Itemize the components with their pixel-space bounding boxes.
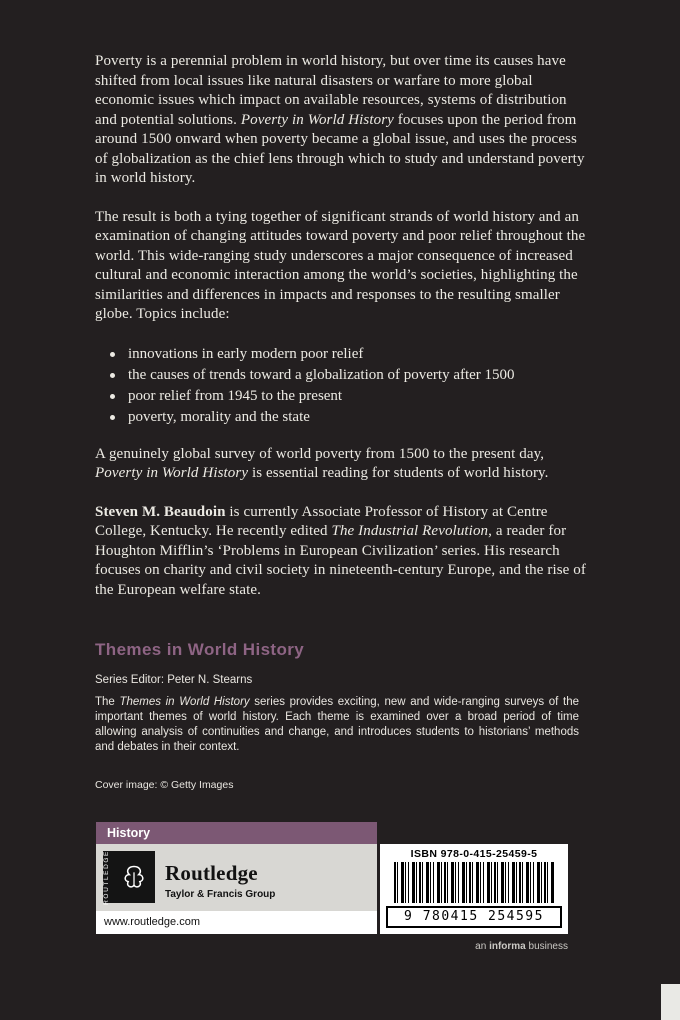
bullet-icon: [110, 373, 115, 378]
routledge-logo-square: [103, 851, 155, 903]
bullet-icon: [110, 394, 115, 399]
publisher-logo-box: [96, 844, 377, 934]
topic-item: [110, 407, 587, 428]
corner-trim: [661, 984, 680, 1020]
publisher-name: Routledge: [165, 861, 258, 885]
publisher-wordmark: [165, 851, 275, 903]
bullet-icon: [110, 352, 115, 357]
topic-text: poor relief from 1945 to the present: [128, 387, 343, 404]
barcode-box: [380, 844, 568, 934]
series-editor: Series Editor: Peter N. Stearns: [95, 674, 253, 686]
author-bio-paragraph: Steven M. Beaudoin is currently Associate Professor of History at Centre College, Kentucky. He recently edited The Industrial Revolution, a reader for Houghton Mifflin’s ‘Problems in European Civilization’ series. His research focuses on charity and civil society in nineteenth-century Europe, and the rise of the European welfare state.: [95, 503, 586, 598]
barcode: [394, 862, 554, 903]
topics-list: [95, 344, 587, 428]
back-cover-text-block: [95, 52, 587, 791]
bullet-icon: [110, 415, 115, 420]
topic-text: the causes of trends toward a globalization of poverty after 1500: [128, 366, 515, 383]
publisher-logo-row: [96, 844, 377, 903]
topic-item: [110, 386, 587, 407]
routledge-vertical-text: ROUTLEDGE: [103, 849, 110, 905]
cover-image-credit: Cover image: © Getty Images: [95, 779, 234, 791]
informa-tagline: an informa business: [475, 941, 568, 952]
series-title: Themes in World History: [95, 640, 305, 659]
category-banner: [96, 822, 377, 844]
synopsis-paragraph-1: Poverty is a perennial problem in world history, but over time its causes have shifted from local issues like natural disasters or warfare to more global economic issues which impact on available resources, systems of distribution and potential solutions. Poverty in World History focuses upon the period from around 1500 onward when poverty became a global issue, and uses the process of globalization as the chief lens through which to study and understand poverty in world history.: [95, 53, 585, 186]
routledge-knot-icon: [112, 863, 155, 891]
ean-digits: 9 780415 254595: [386, 906, 562, 928]
category-label: History: [107, 826, 151, 840]
publisher-url: www.routledge.com: [96, 911, 377, 934]
publisher-group: Taylor & Francis Group: [165, 889, 276, 900]
series-description: The Themes in World History series provides exciting, new and wide-ranging surveys of the important themes of world history. Each theme is examined over a broad period of time allowing analysis of continuities and change, and introduces students to historians’ methods and debates in their context.: [95, 696, 579, 753]
summary-paragraph: A genuinely global survey of world poverty from 1500 to the present day, Poverty in World History is essential reading for students of world history.: [95, 445, 549, 481]
topic-item: [110, 365, 587, 386]
topic-text: innovations in early modern poor relief: [128, 345, 364, 362]
topic-text: poverty, morality and the state: [128, 408, 310, 425]
isbn-label: ISBN 978-0-415-25459-5: [410, 848, 538, 860]
topic-item: [110, 344, 587, 365]
synopsis-paragraph-2: The result is both a tying together of significant strands of world history and an examination of changing attitudes toward poverty and poor relief throughout the world. This wide-ranging study underscores a major consequence of increased cultural and economic interaction among the world’s societies, highlighting the similarities and differences in impacts and responses to the resulting smaller globe. Topics include:: [95, 208, 586, 322]
